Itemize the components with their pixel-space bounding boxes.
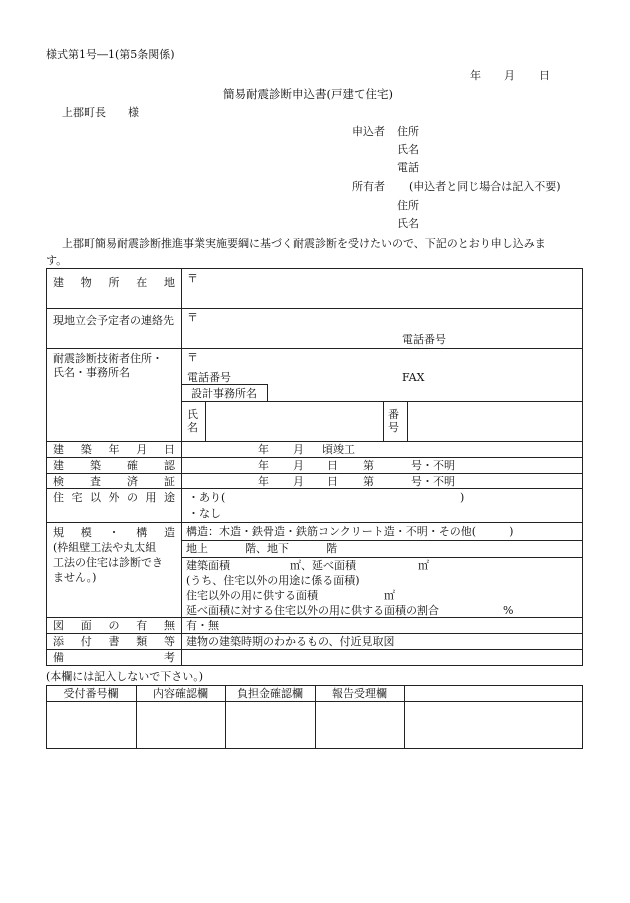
contact-person-label: 現地立会予定者の連絡先 (53, 314, 174, 327)
form-number: 様式第1号―1(第5条関係) (46, 48, 175, 61)
floors-unit-1: 階、地下 (245, 542, 289, 555)
engineer-number-divider-2 (407, 401, 408, 441)
built-year: 年 (258, 443, 269, 456)
owner-label: 所有者 (352, 180, 385, 193)
other-use-no[interactable]: ・なし (188, 507, 221, 520)
building-location-label: 建 物 所 在 地 (53, 276, 175, 289)
addressee-name: 上郡町長 (62, 106, 106, 119)
other-use-area-note: (うち、住宅以外の用途に係る面積) (186, 574, 360, 587)
other-use-area-label: 住宅以外の用に供する面積 (186, 589, 318, 602)
confirmation-number-suffix: 号・不明 (411, 459, 455, 472)
office-header-report: 報告受理欄 (332, 687, 387, 700)
building-location-field[interactable] (200, 274, 570, 290)
engineer-number-label-2: 号 (388, 421, 399, 434)
row-divider (46, 348, 583, 349)
row-divider (46, 649, 583, 650)
attachments-label: 添 付 書 類 等 (53, 635, 175, 648)
drawings-value[interactable]: 有・無 (186, 619, 219, 632)
contact-postal: 〒 (187, 311, 198, 324)
office-note: (本欄には記入しないで下さい。) (46, 670, 204, 683)
office-header-content: 内容確認欄 (153, 687, 208, 700)
engineer-office-line (181, 401, 583, 402)
building-location-postal: 〒 (187, 272, 198, 285)
floors-above-label: 地上 (186, 542, 208, 555)
ratio-unit: % (503, 604, 514, 617)
engineer-fax-label: FAX (402, 371, 425, 384)
date-day: 日 (539, 69, 550, 82)
building-area-label: 建築面積 (186, 559, 230, 572)
attachments-value: 建物の建築時期のわかるもの、付近見取図 (186, 635, 395, 648)
other-use-area-unit: ㎡ (384, 589, 395, 602)
row-divider (46, 457, 583, 458)
engineer-office-divider (267, 384, 268, 401)
inspection-number-suffix: 号・不明 (411, 475, 455, 488)
scale-structure-label: 規 模 ・ 構 造 (53, 526, 175, 539)
row-divider (46, 473, 583, 474)
built-completion: 頃竣工 (322, 443, 355, 456)
remarks-field[interactable] (186, 651, 576, 665)
label-column-divider (181, 268, 182, 666)
built-date-label: 建 築 年 月 日 (53, 443, 175, 456)
ratio-label: 延べ面積に対する住宅以外の用に供する面積の割合 (186, 604, 439, 617)
owner-name-label: 氏名 (397, 217, 419, 230)
scale-note-1: (枠組壁工法や丸太組 (53, 541, 157, 554)
drawings-label: 図 面 の 有 無 (53, 619, 175, 632)
engineer-name-label-2: 名 (187, 421, 198, 434)
scale-note-2: 工法の住宅は診断でき (53, 556, 163, 569)
applicant-phone-label: 電話 (397, 161, 419, 174)
engineer-postal: 〒 (187, 351, 198, 364)
engineer-number-label-1: 番 (388, 408, 399, 421)
building-area-unit: ㎡、延べ面積 (290, 559, 356, 572)
floors-line (181, 557, 583, 558)
structure-line (181, 540, 583, 541)
confirmation-number-prefix: 第 (363, 459, 374, 472)
engineer-name-divider (205, 401, 206, 441)
owner-address-label: 住所 (397, 199, 419, 212)
engineer-office-label: 設計事務所名 (191, 387, 257, 400)
owner-note: (申込者と同じ場合は記入不要) (409, 180, 561, 193)
applicant-label: 申込者 (352, 125, 385, 138)
office-header-fee: 負担金確認欄 (237, 687, 303, 700)
addressee-honorific: 様 (128, 106, 139, 119)
inspection-month: 月 (293, 475, 304, 488)
total-area-unit: ㎡ (418, 559, 429, 572)
intro-line-2: す。 (46, 254, 68, 267)
applicant-address-label: 住所 (397, 125, 419, 138)
date-year: 年 (470, 69, 481, 82)
engineer-label-2: 氏名・事務所名 (53, 366, 130, 379)
other-use-yes[interactable]: ・あり( (188, 491, 226, 504)
form-title: 簡易耐震診断申込書(戸建て住宅) (223, 87, 393, 101)
date-month: 月 (504, 69, 515, 82)
built-month: 月 (293, 443, 304, 456)
engineer-number-divider-1 (383, 401, 384, 441)
inspection-number-prefix: 第 (363, 475, 374, 488)
structure-options: 構造：木造・鉄骨造・鉄筋コンクリート造・不明・その他( ) (186, 525, 514, 538)
intro-line-1: 上郡町簡易耐震診断推進事業実施要綱に基づく耐震診断を受けたいので、下記のとおり申し込みま (62, 237, 546, 250)
row-divider (46, 633, 583, 634)
confirmation-day: 日 (327, 459, 338, 472)
inspection-day: 日 (327, 475, 338, 488)
engineer-label-1: 耐震診断技術者住所・ (53, 352, 163, 365)
office-header-receipt: 受付番号欄 (63, 687, 119, 700)
inspection-label: 検 査 済 証 (53, 475, 175, 488)
remarks-label: 備 考 (53, 651, 175, 664)
applicant-name-label: 氏名 (397, 143, 419, 156)
confirmation-year: 年 (258, 459, 269, 472)
row-divider (46, 308, 583, 309)
other-use-label: 住 宅 以 外 の 用 途 (53, 491, 175, 504)
contact-phone-label: 電話番号 (402, 333, 446, 346)
confirmation-month: 月 (293, 459, 304, 472)
row-divider (46, 522, 583, 523)
floors-unit-2: 階 (326, 542, 337, 555)
office-col-divider (404, 685, 405, 749)
inspection-year: 年 (258, 475, 269, 488)
other-use-yes-close: ) (460, 491, 465, 504)
scale-note-3: ません。) (53, 571, 97, 584)
engineer-phone-label: 電話番号 (187, 371, 231, 384)
engineer-name-label-1: 氏 (187, 408, 198, 421)
row-divider (46, 441, 583, 442)
building-confirmation-label: 建 築 確 認 (53, 459, 175, 472)
